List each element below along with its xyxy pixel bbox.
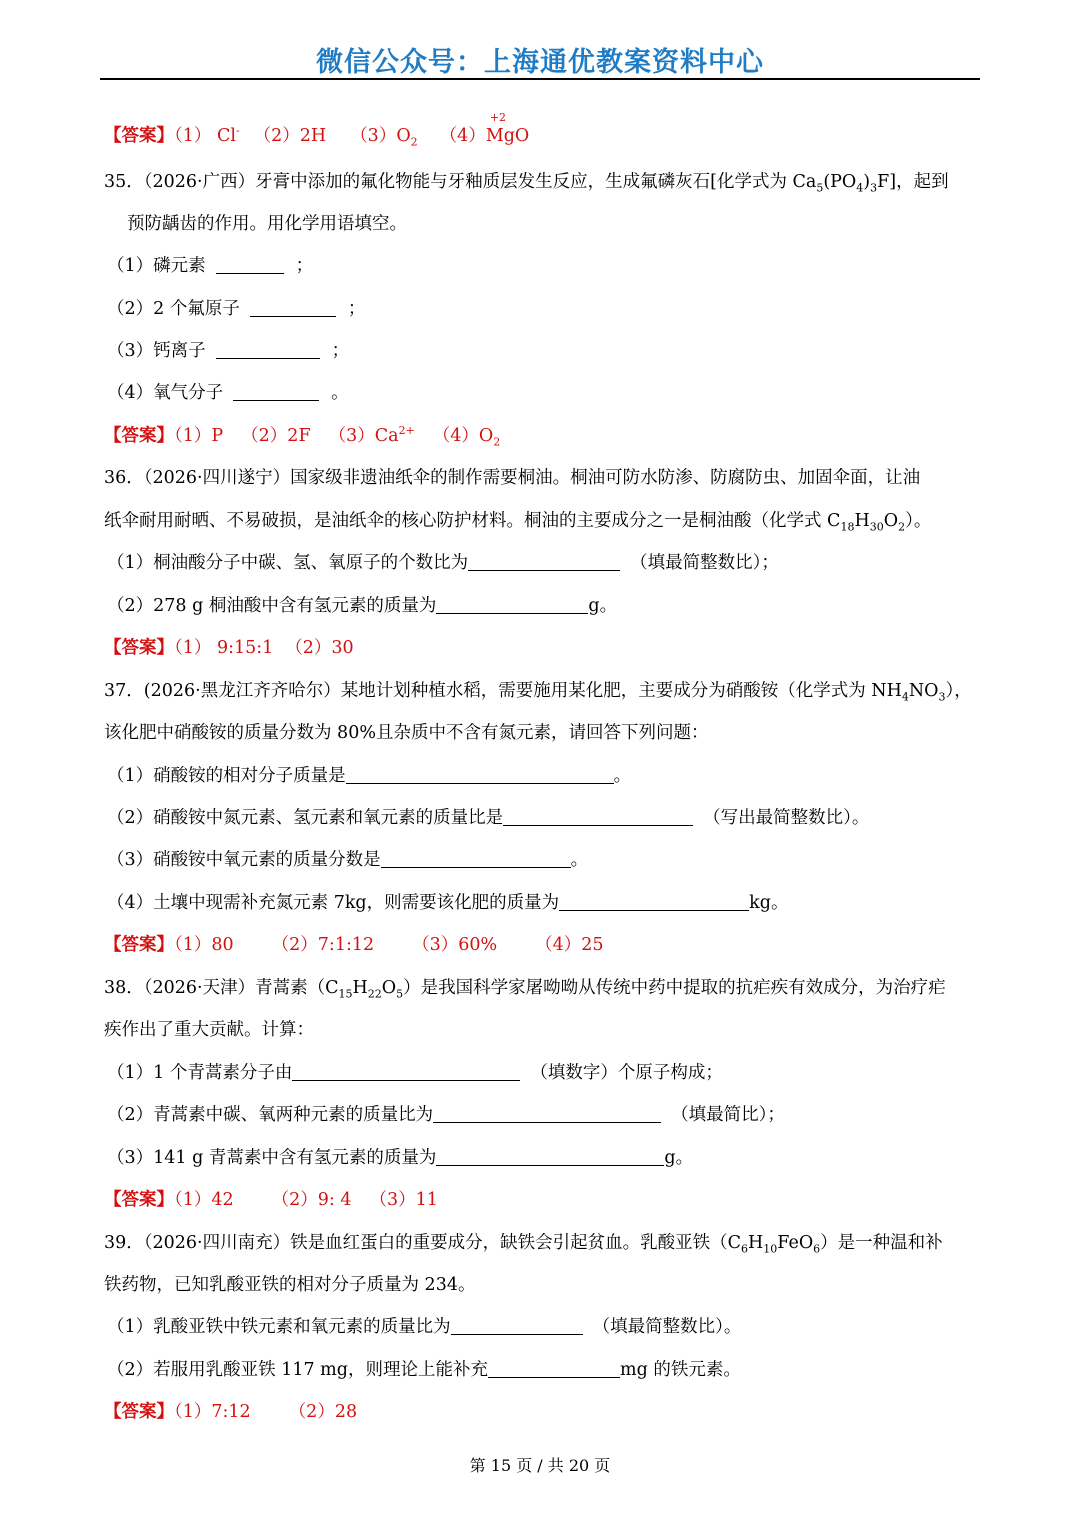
sub: 15 [338,987,353,1001]
answer-blank[interactable] [216,340,320,359]
sub: 2 [898,520,906,534]
stem-text: 37．(2026·黑龙江齐齐哈尔）某地计划种植水稻，需要施用某化肥，主要成分为硝酸铵（化学式为 NH [104,681,902,701]
item-text: （1）乳酸亚铁中铁元素和氧元素的质量比为 [107,1317,451,1337]
answer-sup: 2+ [398,424,415,438]
question-35-item-4 [107,381,349,405]
question-37-stem-cont: 该化肥中硝酸铵的质量分数为 80%且杂质中不含有氮元素，请回答下列问题： [104,723,709,743]
sub: 4 [856,181,864,195]
answer-part: （1）P [174,426,224,446]
answer-part: （3）Ca [328,426,399,446]
item-end: 。 [331,383,349,403]
question-37-item-1 [107,764,631,788]
answer-blank[interactable] [451,1316,583,1335]
answer-part: （1）80 [174,935,234,955]
item-end: ； [347,299,366,319]
answer-part: （4）25 [535,935,604,955]
question-37-item-2 [107,806,869,830]
item-end: g。 [664,1148,694,1168]
answer-blank[interactable] [433,1104,661,1123]
item-end: （填最简整数比）。 [592,1317,742,1337]
answer-blank[interactable] [488,1359,620,1378]
answer-39 [104,1400,357,1424]
answer-sub: 2 [410,135,418,149]
item-end: kg。 [749,893,789,913]
question-39-stem [104,1231,943,1255]
answer-tag: 【答案】 [104,1190,174,1210]
answer-part: （3）60% [412,935,498,955]
item-end: 。 [570,850,589,870]
sub: 3 [870,181,878,195]
item-end: （填最简整数比）； [630,553,779,573]
answer-tag: 【答案】 [104,935,174,955]
item-end: mg 的铁元素。 [619,1360,741,1380]
question-38-item-1 [107,1061,723,1085]
stem-text: (PO [823,172,857,192]
question-36-item-2 [107,594,617,618]
question-37-item-3 [107,848,588,872]
question-36-stem: 36．（2026·四川遂宁）国家级非遗油纸伞的制作需要桐油。桐油可防水防渗、防腐防虫、加固伞面，让油 [104,468,921,488]
page-number-footer: 第 15 页 / 共 20 页 [469,1456,611,1475]
sub: 18 [840,520,855,534]
answer-part: （2）30 [285,638,354,658]
item-text: （1）硝酸铵的相对分子质量是 [107,766,346,786]
sub: 4 [901,690,909,704]
item-end: （填数字）个原子构成； [530,1063,723,1083]
answer-tag: 【答案】 [104,126,174,146]
answer-part: （3）11 [369,1190,438,1210]
answer-sub: 2 [493,435,501,449]
answer-part: （1）7:12 [174,1402,251,1422]
stem-text: 38．（2026·天津）青蒿素（C [104,978,339,998]
answer-blank[interactable] [381,849,571,868]
item-text: （3）硝酸铵中氧元素的质量分数是 [107,850,381,870]
sub: 6 [741,1242,749,1256]
stem-text: ）是我国科学家屠呦呦从传统中药中提取的抗疟疾有效成分，为治疗疟 [403,978,946,998]
answer-part: （2）9: 4 [271,1190,352,1210]
sub: 3 [938,690,946,704]
answer-part: （4）O [432,426,494,446]
question-39-item-1 [107,1315,741,1339]
question-35-item-2 [107,297,365,321]
stem-text: F]，起到 [877,172,949,192]
stem-text: O [381,978,397,998]
answer-blank[interactable] [233,382,319,401]
answer-part: （2）2H [253,126,327,146]
item-end: （写出最简整数比）。 [703,808,870,828]
answer-blank[interactable] [436,1147,664,1166]
item-text: （1）磷元素 [107,256,206,276]
stem-text: FeO [777,1233,814,1253]
answer-part: （2）2F [241,426,311,446]
answer-blank[interactable] [292,1062,520,1081]
stem-text: 35．（2026·广西）牙膏中添加的氟化物能与牙釉质层发生反应，生成氟磷灰石[化学式为 Ca [104,172,817,192]
header-divider [100,78,980,80]
item-end: g。 [588,596,618,616]
answer-35 [104,424,500,448]
item-text: （2）若服用乳酸亚铁 117 mg，则理论上能补充 [107,1360,488,1380]
item-end: ； [331,341,350,361]
formula: MgO [485,126,530,146]
answer-tag: 【答案】 [104,1402,174,1422]
answer-38 [104,1188,438,1212]
stem-text: H [352,978,368,998]
question-38-stem [104,976,946,1000]
item-text: （4）土壤中现需补充氮元素 7kg，则需要该化肥的质量为 [107,893,560,913]
stem-text: ）。 [905,511,932,531]
answer-blank[interactable] [468,552,620,571]
item-end: （填最简比）； [671,1105,785,1125]
item-text: （2）278 g 桐油酸中含有氢元素的质量为 [107,596,437,616]
oxidation-formula [485,111,530,148]
question-35-item-1 [107,254,313,278]
stem-text: 纸伞耐用耐晒、不易破损，是油纸伞的核心防护材料。桐油的主要成分之一是桐油酸（化学式 C [104,511,841,531]
question-36-item-1 [107,551,779,575]
answer-part: （3）O [350,126,411,146]
item-text: （2）青蒿素中碳、氧两种元素的质量比为 [107,1105,434,1125]
answer-part: （4） [439,126,486,146]
answer-blank[interactable] [436,595,588,614]
stem-text: H [748,1233,764,1253]
answer-34 [104,111,530,149]
answer-part: （2）28 [288,1402,358,1422]
item-text: （4）氧气分子 [107,383,224,403]
stem-text: 39．（2026·四川南充）铁是血红蛋白的重要成分，缺铁会引起贫血。乳酸亚铁（C [104,1233,742,1253]
answer-36 [104,636,354,660]
question-36-stem-cont [104,509,931,533]
stem-text: ）， [945,681,972,701]
question-35-stem [104,170,949,194]
item-text: （1）1 个青蒿素分子由 [107,1063,293,1083]
answer-part: （1）42 [174,1190,234,1210]
question-38-item-2 [107,1103,785,1127]
answer-sup: - [235,124,240,138]
answer-blank[interactable] [503,807,693,826]
answer-blank[interactable] [559,892,749,911]
answer-tag: 【答案】 [104,426,174,446]
sub: 30 [869,520,884,534]
item-text: （2）2 个氟原子 [107,299,240,319]
stem-text: H [854,511,870,531]
page-header-title: 微信公众号：上海通优教案资料中心 [316,47,764,78]
answer-part: （2）7:1:12 [271,935,375,955]
sub: 6 [813,1242,821,1256]
question-35-item-3 [107,339,349,363]
stem-text: O [883,511,899,531]
sub: 10 [763,1242,778,1256]
question-39-item-2 [107,1358,741,1382]
answer-tag: 【答案】 [104,638,174,658]
question-35-stem-cont: 预防龋齿的作用。用化学用语填空。 [127,214,407,234]
sub: 5 [396,987,404,1001]
question-38-item-3 [107,1146,693,1170]
stem-text: ) [863,172,871,192]
item-end: ； [295,256,314,276]
question-39-stem-cont: 铁药物，已知乳酸亚铁的相对分子质量为 234。 [104,1275,476,1295]
item-end: 。 [613,766,632,786]
sub: 5 [816,181,824,195]
question-37-item-4 [107,891,788,915]
answer-blank[interactable] [216,255,284,274]
stem-text: NO [908,681,939,701]
item-text: （3）141 g 青蒿素中含有氢元素的质量为 [107,1148,437,1168]
item-text: （3）钙离子 [107,341,206,361]
answer-blank[interactable] [250,298,336,317]
answer-part: （1） Cl [174,126,236,146]
item-text: （1）桐油酸分子中碳、氢、氧原子的个数比为 [107,553,469,573]
oxidation-state: +2 [489,111,507,124]
answer-part: （1） 9:15:1 [174,638,274,658]
question-37-stem [104,679,972,703]
question-38-stem-cont: 疾作出了重大贡献。计算： [104,1020,314,1040]
item-text: （2）硝酸铵中氮元素、氢元素和氧元素的质量比是 [107,808,504,828]
sub: 22 [367,987,382,1001]
answer-blank[interactable] [346,765,614,784]
stem-text: ）是一种温和补 [820,1233,943,1253]
answer-37 [104,933,604,957]
